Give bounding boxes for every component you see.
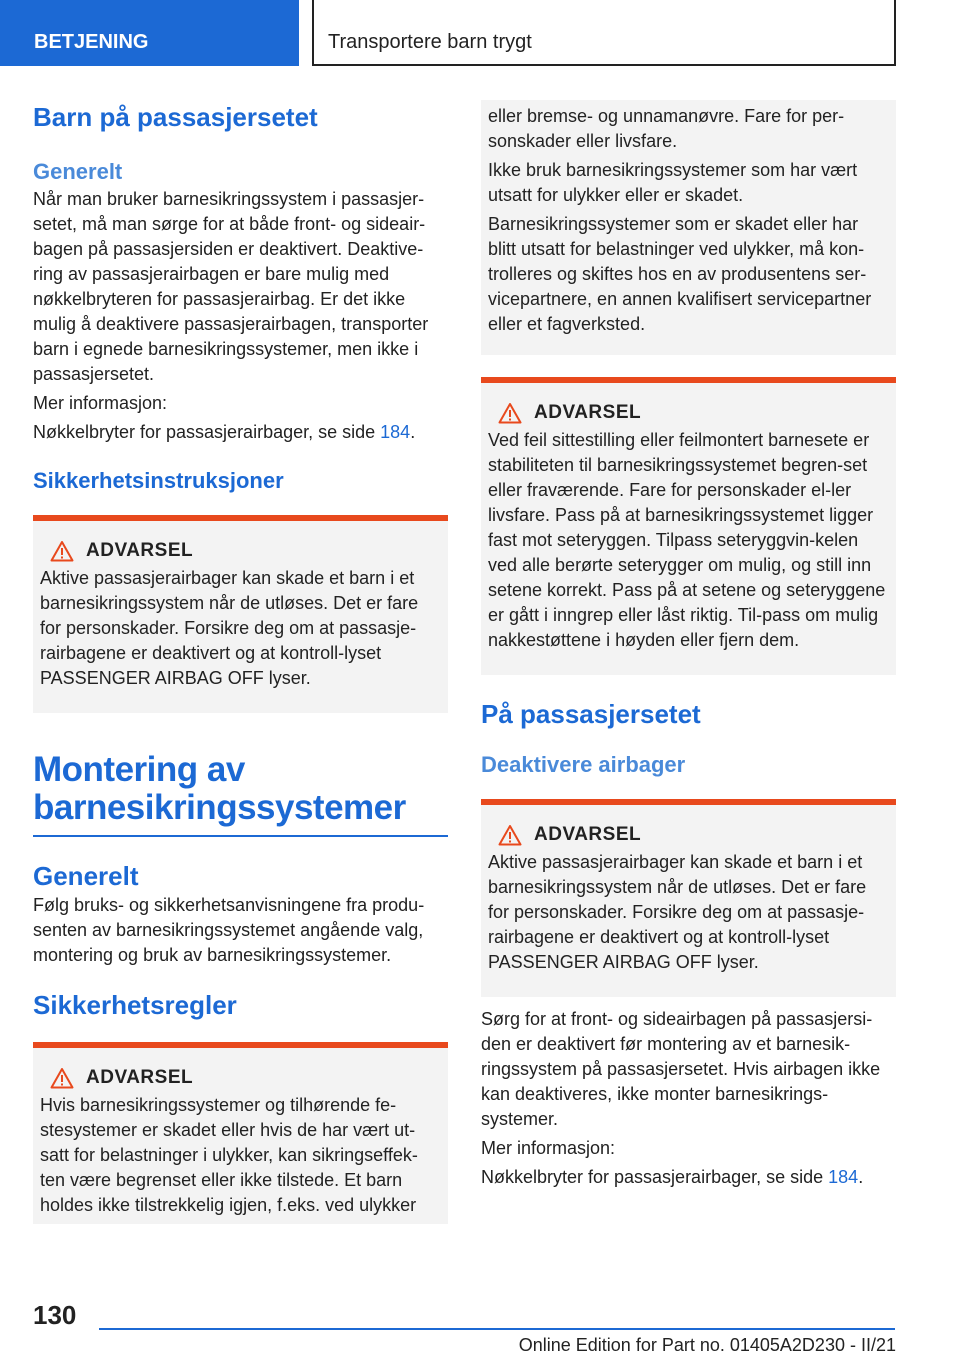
warning-header [40,1066,440,1090]
page-link[interactable]: 184 [380,422,411,442]
warning-continuation [481,100,896,355]
heading-montering: Montering av barnesikringssystemer [33,750,406,827]
warning-header [40,539,440,563]
paragraph-mer-informasjon: Mer informasjon: [481,1138,616,1158]
section-label: BETJENING [0,0,299,66]
heading-rule [33,835,448,837]
left-column [33,100,448,1224]
warning-text: Hvis barnesikringssystemer og tilhørende fe-stesystemer er skadet eller hvis de har vært ut-satt for belastninger i ulykker, kan sikringseffek-ten være begrenset eller ikke tilstede. Et barn holdes ikke tilstrekkelig igjen, f.eks. ved ulykker [40,1095,418,1215]
warning-triangle-icon [50,540,74,562]
warning-box [481,377,896,675]
page-header [0,0,960,66]
warning-header [488,823,888,847]
page-number: 130 [33,1300,77,1330]
warning-text: eller bremse- og unnamanøvre. Fare for per-sonskader eller livsfare. [488,106,845,151]
heading-generelt: Generelt [33,159,123,184]
warning-text: Barnesikringssystemer som er skadet eller har blitt utsatt for belastninger ved ulykker, må kon-trolleres og skiftes hos en av produsentens ser-vicepartnere, en annen kvalifisert servicepartner eller et fagverksted. [488,214,872,334]
warning-box [481,799,896,997]
warning-text: Aktive passasjerairbager kan skade et barn i et barnesikringssystem når de utløses. Det er fare for personskader. Forsikre deg om at passasje-rairbagene er deaktivert og at kontroll-lyset PASSENGER AIRBAG OFF lyser. [40,568,419,688]
chapter-title: Transportere barn trygt [312,0,896,66]
warning-box [33,515,448,713]
warning-triangle-icon [498,402,522,424]
warning-box [33,1042,448,1224]
heading-barn-pa-passasjersetet: Barn på passasjersetet [33,102,318,132]
warning-triangle-icon [50,1067,74,1089]
paragraph-mer-informasjon: Mer informasjon: [33,393,168,413]
footer-rule [99,1328,895,1330]
heading-deaktivere-airbager: Deaktivere airbager [481,752,686,777]
page-link[interactable]: 184 [828,1167,859,1187]
heading-sikkerhetsinstruksjoner: Sikkerhetsinstruksjoner [33,468,284,493]
edition-note: Online Edition for Part no. 01405A2D230 - II/21 [518,1335,896,1355]
heading-sikkerhetsregler: Sikkerhetsregler [33,990,237,1020]
warning-triangle-icon [498,824,522,846]
paragraph-sorg-for: Sørg for at front- og sideairbagen på passasjersi-den er deaktivert før montering av et barnesik-ringssystem på passasjersetet. Hvis airbagen ikke kan deaktiveres, ikke monter barnesikrings-systemer. [481,1009,881,1129]
heading-generelt-2: Generelt [33,861,139,891]
paragraph-generelt-2: Følg bruks- og sikkerhetsanvisningene fra produ-senten av barnesikringssystemet angående valg, montering og bruk av barnesikringssystemer. [33,895,425,965]
paragraph-reference: Nøkkelbryter for passasjerairbager, se side 184. [33,422,416,442]
warning-title: ADVARSEL [534,402,642,423]
warning-header [488,401,888,425]
warning-title: ADVARSEL [86,1067,194,1088]
paragraph-generelt: Når man bruker barnesikringssystem i passasjer-setet, må man sørge for at både front- og sideair-bagen på passasjersiden er deaktivert. Deaktive-ring av passasjerairbagen er bare mulig med nøkkelbryteren for passasjerairbag. Er det ikke mulig å deaktivere passasjerairbagen, transporter barn i egnede barnesikringssystemer, men ikke i passasjersetet. [33,189,429,384]
warning-title: ADVARSEL [86,540,194,561]
paragraph-reference: Nøkkelbryter for passasjerairbager, se side 184. [481,1167,864,1187]
warning-text: Ved feil sittestilling eller feilmontert barnesete er stabiliteten til barnesikringssystemet begren-set eller fraværende. Fare for personskader el-ler livsfare. Pass på at barnesikringssystemet ligger fast mot seteryggen. Tilpass seteryggvin-kelen ved alle berørte seterygger om mulig, og still inn setene korrekt. Pass på at setene og seteryggene er gått i inngrep eller låst riktig. Til-pass om mulig nakkestøttene i høyden eller fjern dem. [488,430,886,650]
warning-text: Aktive passasjerairbager kan skade et barn i et barnesikringssystem når de utløses. Det er fare for personskader. Forsikre deg om at passasje-rairbagene er deaktivert og at kontroll-lyset PASSENGER AIRBAG OFF lyser. [488,852,867,972]
right-column [481,100,896,1190]
warning-text: Ikke bruk barnesikringssystemer som har vært utsatt for ulykker eller er skadet. [488,160,858,205]
heading-pa-passasjersetet: På passasjersetet [481,699,701,729]
warning-title: ADVARSEL [534,824,642,845]
